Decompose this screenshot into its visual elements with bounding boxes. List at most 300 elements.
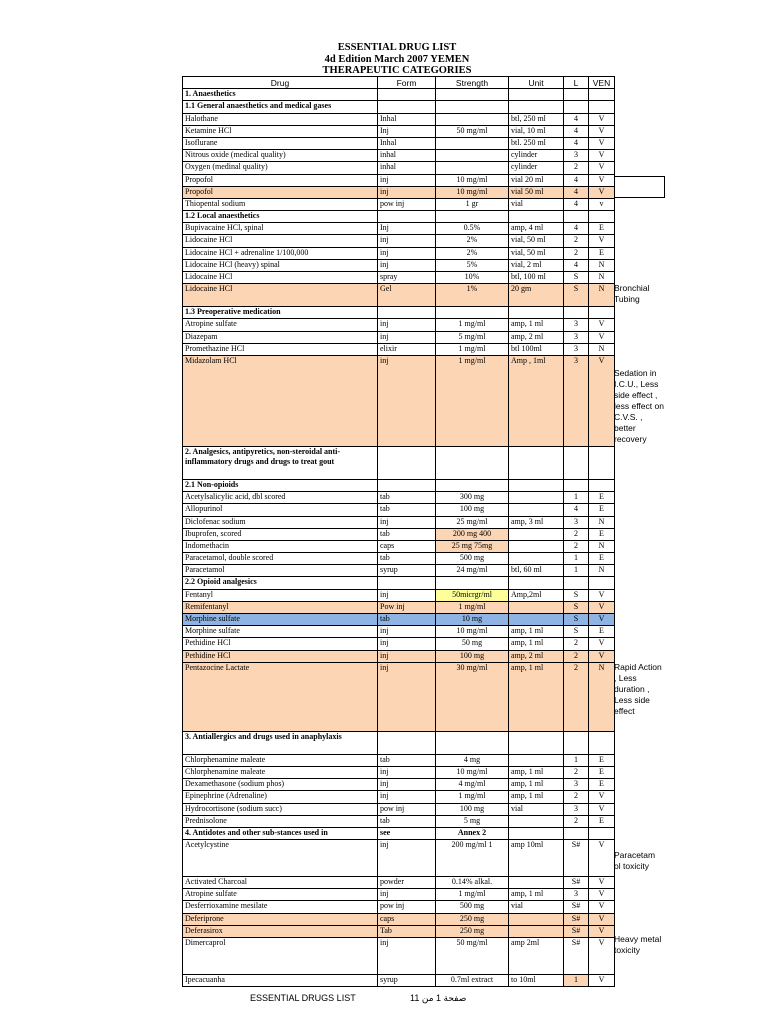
cell-form: inj (378, 638, 436, 650)
cell-drug: 1.1 General anaesthetics and medical gases (183, 101, 378, 113)
section-row (183, 211, 615, 223)
cell-form: inj (378, 766, 436, 778)
cell-ven: N (589, 516, 615, 528)
cell-ven (589, 577, 615, 589)
cell-ven: N (589, 272, 615, 284)
cell-ven (589, 731, 615, 754)
cell-ven: V (589, 113, 615, 125)
cell-strength: 5 mg (436, 815, 509, 827)
table-row (183, 791, 615, 803)
table-row (183, 589, 615, 601)
cell-form: tab (378, 504, 436, 516)
cell-l: 4 (564, 125, 589, 137)
cell-drug: Chlorphenamine maleate (183, 754, 378, 766)
cell-drug: Deferiprone (183, 913, 378, 925)
cell-l: 2 (564, 235, 589, 247)
section-row (183, 89, 615, 101)
cell-unit: to 10ml (509, 975, 564, 987)
document-title: ESSENTIAL DRUG LIST (337, 42, 457, 53)
cell-form: inhal (378, 162, 436, 174)
cell-ven: V (589, 650, 615, 662)
cell-form: tab (378, 492, 436, 504)
cell-drug: Diclofenac sodium (183, 516, 378, 528)
cell-strength: 1 mg/ml (436, 889, 509, 901)
cell-unit (509, 553, 564, 565)
cell-unit (509, 815, 564, 827)
table-row (183, 516, 615, 528)
cell-form: Inj (378, 223, 436, 235)
cell-unit (509, 89, 564, 101)
cell-strength: 500 mg (436, 901, 509, 913)
cell-drug: Bupivacaine HCl, spinal (183, 223, 378, 235)
side-note: Bronchial Tubing (614, 283, 650, 304)
cell-strength (436, 150, 509, 162)
cell-l: 4 (564, 186, 589, 198)
cell-drug: Dimercaprol (183, 938, 378, 975)
table-row (183, 235, 615, 247)
cell-strength: 25 mg 75mg (436, 540, 509, 552)
table-row (183, 198, 615, 210)
cell-l: 4 (564, 174, 589, 186)
cell-drug: Acetylsalicylic acid, dbl scored (183, 492, 378, 504)
table-row (183, 223, 615, 235)
cell-unit: vial 20 ml (509, 174, 564, 186)
cell-strength: 1 mg/ml (436, 791, 509, 803)
cell-ven: E (589, 626, 615, 638)
cell-strength: 200 mg/ml 1 (436, 840, 509, 877)
cell-unit: vial (509, 901, 564, 913)
cell-strength (436, 89, 509, 101)
cell-unit: cylinder (509, 150, 564, 162)
cell-form: syrup (378, 975, 436, 987)
document-subtitle: THERAPEUTIC CATEGORIES (322, 65, 472, 76)
table-row (183, 540, 615, 552)
cell-form: syrup (378, 565, 436, 577)
cell-form: tab (378, 754, 436, 766)
cell-drug: Indomethacin (183, 540, 378, 552)
cell-drug: Lidocaine HCl + adrenaline 1/100,000 (183, 247, 378, 259)
cell-strength: 30 mg/ml (436, 662, 509, 731)
cell-ven: V (589, 150, 615, 162)
cell-drug: Promethazine HCl (183, 343, 378, 355)
cell-strength: 0.14% alkal. (436, 877, 509, 889)
table-row (183, 504, 615, 516)
cell-ven: v (589, 198, 615, 210)
cell-ven: E (589, 504, 615, 516)
cell-form (378, 731, 436, 754)
cell-strength: 250 mg (436, 913, 509, 925)
cell-unit: vial, 50 ml (509, 235, 564, 247)
cell-strength: 25 mg/ml (436, 516, 509, 528)
cell-l: 2 (564, 638, 589, 650)
cell-unit: amp, 2 ml (509, 650, 564, 662)
cell-ven: E (589, 247, 615, 259)
cell-form: elixir (378, 343, 436, 355)
cell-l: S (564, 272, 589, 284)
table-row (183, 113, 615, 125)
table-row (183, 638, 615, 650)
table-row (183, 150, 615, 162)
cell-ven: V (589, 319, 615, 331)
cell-strength: 1 mg/ml (436, 355, 509, 446)
cell-l: S (564, 284, 589, 307)
cell-drug: Pethidine HCl (183, 650, 378, 662)
cell-ven (589, 89, 615, 101)
cell-drug: Epinephrine (Adrenaline) (183, 791, 378, 803)
cell-ven: V (589, 137, 615, 149)
cell-ven: V (589, 938, 615, 975)
cell-form: inj (378, 662, 436, 731)
table-row (183, 650, 615, 662)
cell-drug: Ipecacuanha (183, 975, 378, 987)
table-row (183, 925, 615, 937)
cell-ven: N (589, 662, 615, 731)
cell-ven: N (589, 343, 615, 355)
cell-l: 3 (564, 319, 589, 331)
cell-l (564, 731, 589, 754)
cell-unit (509, 101, 564, 113)
cell-drug: Pethidine HCl (183, 638, 378, 650)
cell-strength: 500 mg (436, 553, 509, 565)
table-row (183, 662, 615, 731)
footer-page-number: صفحة 1 من 11 (410, 993, 467, 1003)
cell-drug: Chlorphenamine maleate (183, 766, 378, 778)
cell-strength: 300 mg (436, 492, 509, 504)
cell-strength (436, 113, 509, 125)
cell-unit: amp, 1 ml (509, 662, 564, 731)
cell-ven: N (589, 540, 615, 552)
table-row (183, 319, 615, 331)
cell-drug: Propofol (183, 186, 378, 198)
cell-l (564, 479, 589, 491)
cell-drug: Desferrioxamine mesilate (183, 901, 378, 913)
cell-unit (509, 504, 564, 516)
cell-ven: V (589, 186, 615, 198)
cell-strength (436, 307, 509, 319)
table-row (183, 601, 615, 613)
cell-strength: 2% (436, 247, 509, 259)
cell-l: 1 (564, 975, 589, 987)
cell-unit (509, 925, 564, 937)
cell-drug: 1.2 Local anaesthetics (183, 211, 378, 223)
cell-ven (589, 101, 615, 113)
cell-l (564, 307, 589, 319)
cell-unit (509, 601, 564, 613)
cell-l (564, 101, 589, 113)
cell-l: 2 (564, 540, 589, 552)
cell-drug: Lidocaine HCl (183, 272, 378, 284)
cell-strength: 10 mg/ml (436, 626, 509, 638)
cell-drug: 4. Antidotes and other sub-stances used in (183, 827, 378, 839)
cell-form: inj (378, 186, 436, 198)
cell-strength: Annex 2 (436, 827, 509, 839)
cell-form: inj (378, 938, 436, 975)
cell-ven: N (589, 284, 615, 307)
cell-l (564, 577, 589, 589)
cell-ven: E (589, 553, 615, 565)
cell-form: pow inj (378, 901, 436, 913)
cell-unit: Amp , 1ml (509, 355, 564, 446)
cell-drug: Paracetamol (183, 565, 378, 577)
cell-ven: V (589, 162, 615, 174)
cell-form: inj (378, 259, 436, 271)
cell-ven (589, 211, 615, 223)
cell-l: 2 (564, 766, 589, 778)
cell-strength: 10% (436, 272, 509, 284)
cell-ven: V (589, 791, 615, 803)
table-row (183, 247, 615, 259)
table-row (183, 553, 615, 565)
cell-form: tab (378, 614, 436, 626)
table-row (183, 889, 615, 901)
cell-drug: Propofol (183, 174, 378, 186)
cell-drug: Lidocaine HCl (heavy) spinal (183, 259, 378, 271)
cell-l: S# (564, 877, 589, 889)
cell-form: Inj (378, 125, 436, 137)
cell-drug: Pentazocine Lactate (183, 662, 378, 731)
cell-drug: Allopurinol (183, 504, 378, 516)
cell-form (378, 101, 436, 113)
cell-drug: Atropine sulfate (183, 319, 378, 331)
cell-l: 4 (564, 113, 589, 125)
cell-strength: 10 mg/ml (436, 766, 509, 778)
cell-unit: amp, 1 ml (509, 319, 564, 331)
cell-form: inj (378, 650, 436, 662)
cell-ven: V (589, 235, 615, 247)
cell-strength: 50 mg (436, 638, 509, 650)
cell-form: tab (378, 553, 436, 565)
cell-drug: Deferasirox (183, 925, 378, 937)
cell-unit: cylinder (509, 162, 564, 174)
cell-form: inj (378, 791, 436, 803)
cell-drug: Diazepam (183, 331, 378, 343)
cell-form (378, 577, 436, 589)
cell-ven: V (589, 589, 615, 601)
side-note: Rapid Action , Less duration , Less side effect (614, 662, 662, 716)
cell-form: see (378, 827, 436, 839)
cell-ven: E (589, 779, 615, 791)
cell-strength: 24 mg/ml (436, 565, 509, 577)
cell-unit (509, 307, 564, 319)
table-row (183, 284, 615, 307)
cell-strength: 100 mg (436, 504, 509, 516)
cell-unit (509, 528, 564, 540)
cell-unit: amp, 1 ml (509, 638, 564, 650)
cell-unit: btl, 100 ml (509, 272, 564, 284)
cell-ven: N (589, 565, 615, 577)
cell-form (378, 211, 436, 223)
cell-strength (436, 577, 509, 589)
cell-ven: V (589, 925, 615, 937)
cell-unit: vial (509, 803, 564, 815)
cell-drug: 1. Anaesthetics (183, 89, 378, 101)
cell-unit: vial 50 ml (509, 186, 564, 198)
cell-drug: 3. Antiallergics and drugs used in anaphylaxis (183, 731, 378, 754)
cell-l: S# (564, 840, 589, 877)
cell-form: pow inj (378, 198, 436, 210)
cell-ven (589, 446, 615, 479)
table-row (183, 779, 615, 791)
table-row (183, 565, 615, 577)
cell-drug: Lidocaine HCl (183, 235, 378, 247)
cell-form: inj (378, 247, 436, 259)
cell-l: S# (564, 938, 589, 975)
cell-drug: 2.2 Opioid analgesics (183, 577, 378, 589)
cell-ven: E (589, 766, 615, 778)
cell-ven (589, 827, 615, 839)
cell-form: inj (378, 889, 436, 901)
cell-strength: 4 mg (436, 754, 509, 766)
cell-ven: V (589, 913, 615, 925)
table-row (183, 815, 615, 827)
cell-l: 1 (564, 492, 589, 504)
table-row (183, 492, 615, 504)
cell-l: 3 (564, 355, 589, 446)
cell-form: inj (378, 355, 436, 446)
cell-unit: amp 2ml (509, 938, 564, 975)
cell-strength (436, 731, 509, 754)
section-row (183, 307, 615, 319)
cell-drug: Dexamethasone (sodium phos) (183, 779, 378, 791)
cell-l (564, 89, 589, 101)
cell-ven (589, 479, 615, 491)
cell-unit (509, 913, 564, 925)
cell-form (378, 479, 436, 491)
cell-form (378, 307, 436, 319)
cell-unit: amp 10ml (509, 840, 564, 877)
cell-l (564, 446, 589, 479)
cell-strength: 5 mg/ml (436, 331, 509, 343)
cell-drug: Fentanyl (183, 589, 378, 601)
cell-unit (509, 754, 564, 766)
table-row (183, 766, 615, 778)
cell-l: 3 (564, 516, 589, 528)
cell-ven: V (589, 601, 615, 613)
cell-ven: V (589, 331, 615, 343)
cell-strength: 50 mg/ml (436, 938, 509, 975)
table-row (183, 174, 615, 186)
cell-form (378, 89, 436, 101)
cell-drug: Ketamine HCl (183, 125, 378, 137)
table-row (183, 840, 615, 877)
cell-l: 2 (564, 815, 589, 827)
cell-form: inj (378, 331, 436, 343)
cell-l: 4 (564, 223, 589, 235)
cell-unit: btl, 250 ml (509, 113, 564, 125)
cell-l: 3 (564, 331, 589, 343)
table-row (183, 528, 615, 540)
table-row (183, 137, 615, 149)
table-row (183, 938, 615, 975)
cell-drug: Lidocaine HCl (183, 284, 378, 307)
cell-drug: Prednisolone (183, 815, 378, 827)
cell-drug: 1.3 Preoperative medication (183, 307, 378, 319)
cell-unit (509, 827, 564, 839)
cell-unit: vial (509, 198, 564, 210)
cell-drug: Isoflurane (183, 137, 378, 149)
col-header-ven: VEN (589, 77, 615, 89)
cell-form: inj (378, 626, 436, 638)
cell-form: Inhal (378, 113, 436, 125)
cell-unit: btl 100ml (509, 343, 564, 355)
table-row (183, 331, 615, 343)
cell-unit (509, 877, 564, 889)
table-row (183, 343, 615, 355)
cell-strength: 250 mg (436, 925, 509, 937)
cell-strength: 10 mg/ml (436, 174, 509, 186)
cell-ven: V (589, 174, 615, 186)
cell-form: caps (378, 540, 436, 552)
side-note: Sedation in I.C.U., Less side effect , less effect on C.V.S. , better recovery (614, 368, 664, 444)
cell-strength: 0.5% (436, 223, 509, 235)
cell-ven: V (589, 877, 615, 889)
cell-l: S (564, 626, 589, 638)
cell-strength: 5% (436, 259, 509, 271)
cell-l: 1 (564, 754, 589, 766)
cell-l: 2 (564, 650, 589, 662)
cell-ven: V (589, 638, 615, 650)
cell-strength: 1 mg/ml (436, 343, 509, 355)
cell-unit: Amp,2ml (509, 589, 564, 601)
cell-ven: E (589, 223, 615, 235)
cell-l: S (564, 601, 589, 613)
cell-l: 2 (564, 528, 589, 540)
cell-l (564, 827, 589, 839)
cell-form (378, 446, 436, 479)
cell-form: inj (378, 589, 436, 601)
cell-l: 3 (564, 803, 589, 815)
cell-form: powder (378, 877, 436, 889)
cell-form: tab (378, 528, 436, 540)
table-row (183, 125, 615, 137)
cell-ven: N (589, 259, 615, 271)
cell-ven: V (589, 901, 615, 913)
section-row (183, 731, 615, 754)
cell-strength: 1% (436, 284, 509, 307)
cell-form: inj (378, 174, 436, 186)
cell-unit (509, 731, 564, 754)
cell-strength: 10 mg (436, 614, 509, 626)
cell-unit: amp, 2 ml (509, 331, 564, 343)
section-row (183, 479, 615, 491)
drug-table (182, 76, 615, 987)
document-edition: 4d Edition March 2007 YEMEN (324, 53, 470, 65)
cell-l: S (564, 589, 589, 601)
cell-form: tab (378, 815, 436, 827)
table-row (183, 901, 615, 913)
cell-ven: V (589, 614, 615, 626)
drug-table-body (183, 89, 615, 987)
cell-form: Tab (378, 925, 436, 937)
cell-l: S# (564, 925, 589, 937)
cell-strength: 4 mg/ml (436, 779, 509, 791)
cell-strength: 50 mg/ml (436, 125, 509, 137)
cell-ven: E (589, 815, 615, 827)
cell-unit: vial, 2 ml (509, 259, 564, 271)
cell-l (564, 211, 589, 223)
cell-l: 3 (564, 150, 589, 162)
col-header-strength: Strength (436, 77, 509, 89)
cell-drug: Halothane (183, 113, 378, 125)
cell-drug: Midazolam HCl (183, 355, 378, 446)
cell-ven: E (589, 528, 615, 540)
cell-strength: 1 gr (436, 198, 509, 210)
cell-strength (436, 446, 509, 479)
cell-drug: 2.1 Non-opioids (183, 479, 378, 491)
cell-drug: Thiopental sodium (183, 198, 378, 210)
cell-form: spray (378, 272, 436, 284)
cell-unit: vial, 10 ml (509, 125, 564, 137)
